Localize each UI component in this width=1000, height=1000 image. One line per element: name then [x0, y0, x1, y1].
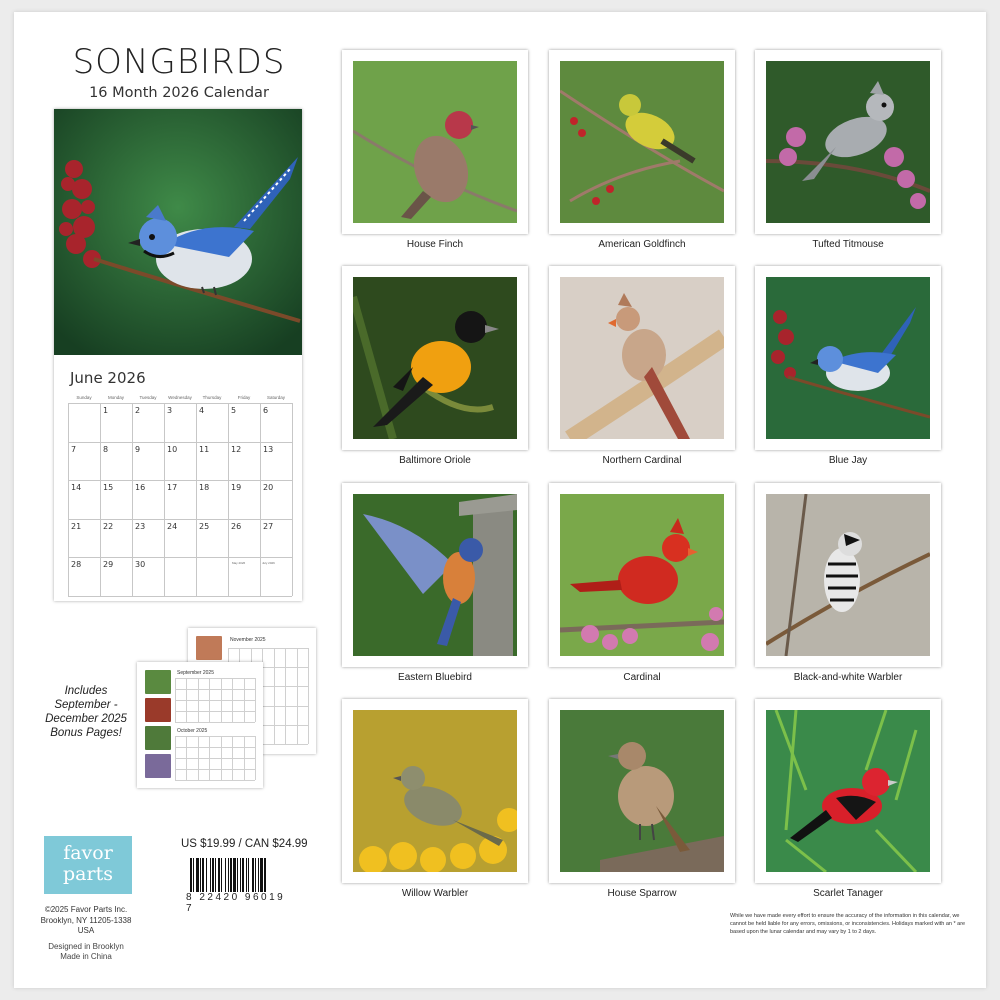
grid-line [68, 403, 292, 404]
weekday-header: Wednesday [168, 395, 192, 400]
bird-card-eastern-bluebird [342, 483, 528, 667]
bird-card-house-sparrow [549, 699, 735, 883]
publisher-line: USA [77, 926, 95, 935]
publisher-line: Brooklyn, NY 11205-1338 [40, 915, 132, 925]
day-number: 17 [167, 483, 178, 493]
day-number: 3 [167, 406, 173, 415]
grid-line [260, 403, 261, 596]
day-number: 20 [263, 483, 274, 493]
bird-caption: Baltimore Oriole [399, 455, 471, 466]
willow-warbler-photo [353, 710, 517, 872]
cardinal-photo [560, 494, 724, 656]
bird-card-baltimore-oriole [342, 266, 528, 450]
day-number: 22 [103, 521, 114, 531]
grid-line [132, 403, 133, 596]
grid-line [297, 648, 298, 744]
barcode [190, 858, 290, 892]
weekday-header: Saturday [266, 395, 285, 400]
day-number: 8 [103, 444, 109, 454]
publisher-line: ©2025 Favor Parts Inc. [44, 905, 128, 914]
weekday-header: Sunday [76, 395, 92, 400]
weekday-header: Thursday [202, 395, 222, 400]
bonus-page-title: September 2025 [177, 670, 214, 676]
day-number: 13 [263, 444, 274, 454]
bird-card-willow-warbler [342, 699, 528, 883]
blue-jay-card-photo [766, 277, 930, 439]
grid-line [198, 678, 199, 722]
black-and-white-warbler-photo [766, 494, 930, 656]
bonus-page-title: November 2025 [230, 637, 266, 643]
day-number: 6 [263, 406, 269, 415]
grid-line [68, 557, 292, 558]
day-number: 4 [199, 406, 205, 415]
grid-line [285, 648, 286, 744]
american-goldfinch-photo [560, 61, 724, 223]
bonus-page-title: October 2025 [177, 728, 208, 734]
day-number: 7 [71, 444, 77, 454]
day-number: 12 [231, 444, 242, 454]
bird-card-cardinal [549, 483, 735, 667]
bird-thumbnail [145, 698, 171, 722]
bird-card-black-and-white-warbler [755, 483, 941, 667]
grid-line [68, 519, 292, 520]
bird-caption: House Sparrow [607, 888, 677, 899]
day-number: 10 [167, 444, 178, 454]
day-number: 18 [199, 483, 210, 493]
scarlet-tanager-photo [766, 710, 930, 872]
bird-card-scarlet-tanager [755, 699, 941, 883]
bird-caption: Willow Warbler [401, 888, 469, 899]
origin-line: Made in China [60, 952, 112, 961]
grid-line [68, 596, 292, 597]
month-title: June 2026 [70, 369, 146, 387]
bird-card-northern-cardinal [549, 266, 735, 450]
day-number: 11 [199, 444, 210, 454]
grid-line [255, 736, 256, 780]
day-number: 16 [135, 483, 146, 493]
grid-line [274, 648, 275, 744]
grid-line [175, 736, 176, 780]
barcode-digits: 8 22420 96019 7 [186, 892, 286, 914]
day-number: 30 [135, 560, 146, 570]
bird-caption: Northern Cardinal [602, 455, 682, 466]
bird-thumbnail [196, 636, 222, 660]
origin-line: Designed in Brooklyn [48, 942, 124, 951]
grid-line [68, 442, 292, 443]
month-grid [68, 395, 292, 595]
grid-line [232, 678, 233, 722]
bird-card-tufted-titmouse [755, 50, 941, 234]
grid-line [232, 736, 233, 780]
day-number: 19 [231, 483, 242, 493]
day-number: 14 [71, 483, 82, 493]
grid-line [292, 403, 293, 596]
day-number: 27 [263, 521, 274, 531]
baltimore-oriole-photo [353, 277, 517, 439]
bird-caption: Cardinal [623, 672, 661, 683]
publisher-info [36, 905, 136, 937]
grid-line [100, 403, 101, 596]
day-number: 23 [135, 521, 146, 531]
grid-line [198, 736, 199, 780]
bird-card-house-finch [342, 50, 528, 234]
grid-line [186, 678, 187, 722]
day-number: 24 [167, 521, 178, 531]
weekday-header: Tuesday [139, 395, 157, 400]
logo-text: favor [63, 842, 113, 864]
weekday-header: Monday [107, 395, 124, 400]
bird-caption: Tufted Titmouse [812, 239, 884, 250]
grid-line [255, 678, 256, 722]
disclaimer-text: While we have made every effort to ensure the accuracy of the information in this calendar, we cannot be held liable for any errors, omissions, or inconsistencies. Holidays marked with an * are based upon the lunar calendar and may vary by 1 to 2 days. [730, 913, 966, 935]
grid-line [68, 403, 69, 596]
weekday-header: Friday [237, 395, 251, 400]
day-number: 9 [135, 444, 141, 454]
bird-card-blue-jay [755, 266, 941, 450]
grid-line [175, 722, 255, 723]
northern-cardinal-photo [560, 277, 724, 439]
day-number: 15 [103, 483, 114, 493]
grid-line [164, 403, 165, 596]
logo-text: parts [63, 863, 113, 885]
calendar-title: SONGBIRDS [72, 42, 286, 82]
bird-caption: Black-and-white Warbler [793, 672, 903, 683]
bonus-pages-note: Includes September - December 2025 Bonus Pages! [45, 685, 127, 739]
bird-caption: Blue Jay [828, 455, 868, 466]
blue-jay-photo [54, 109, 302, 355]
bird-card-american-goldfinch [549, 50, 735, 234]
bonus-page-sep-oct [137, 662, 263, 788]
featured-calendar-page [54, 109, 302, 601]
bird-thumbnail [145, 754, 171, 778]
grid-line [196, 403, 197, 596]
day-number: 2 [135, 406, 141, 415]
bird-thumbnail [145, 670, 171, 694]
day-number: 28 [71, 560, 82, 570]
grid-line [209, 678, 210, 722]
grid-line [209, 736, 210, 780]
day-number: 26 [231, 521, 242, 531]
grid-line [221, 678, 222, 722]
favor-parts-logo [44, 836, 132, 894]
bird-thumbnail [145, 726, 171, 750]
day-number: 1 [103, 406, 109, 415]
grid-line [308, 648, 309, 744]
price-label: US $19.99 / CAN $24.99 [181, 838, 308, 850]
mini-calendar-label: May 2026 [232, 561, 246, 566]
tufted-titmouse-photo [766, 61, 930, 223]
bird-caption: House Finch [406, 239, 464, 250]
grid-line [186, 736, 187, 780]
day-number: 25 [199, 521, 210, 531]
house-sparrow-photo [560, 710, 724, 872]
grid-line [244, 736, 245, 780]
mini-calendar-label: July 2026 [262, 561, 275, 566]
house-finch-photo [353, 61, 517, 223]
grid-line [228, 403, 229, 596]
bird-caption: Scarlet Tanager [813, 888, 883, 899]
day-number: 29 [103, 560, 114, 570]
eastern-bluebird-photo [353, 494, 517, 656]
grid-line [68, 480, 292, 481]
grid-line [175, 678, 176, 722]
calendar-subtitle: 16 Month 2026 Calendar [89, 85, 269, 101]
bird-caption: American Goldfinch [598, 239, 686, 250]
day-number: 21 [71, 521, 82, 531]
bird-caption: Eastern Bluebird [398, 672, 472, 683]
grid-line [221, 736, 222, 780]
grid-line [244, 678, 245, 722]
origin-info [36, 942, 136, 962]
grid-line [175, 780, 255, 781]
day-number: 5 [231, 406, 237, 415]
